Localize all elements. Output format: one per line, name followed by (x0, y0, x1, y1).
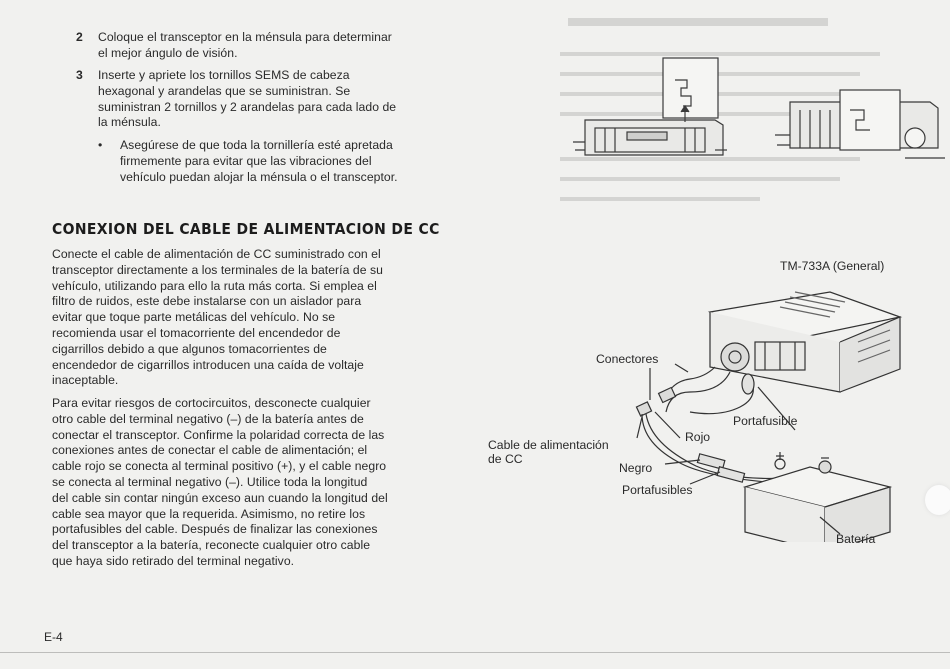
step-line: suministran 2 tornillos y 2 arandelas para cada lado de (98, 99, 397, 114)
paragraph-line: transceptor directamente a los terminales de la batería de su (52, 262, 383, 277)
bullet-dot: • (98, 138, 103, 152)
figure-label-red: Rojo (685, 430, 711, 444)
paragraph-safety (52, 396, 462, 570)
paragraph-line: inaceptable. (52, 373, 119, 388)
power-cable-diagram (580, 272, 920, 542)
paragraph-line: cigarrillos debido a que algunos tomacorrientes de (52, 341, 327, 356)
step-line: hexagonal y arandelas que se suministran. Se (98, 83, 351, 98)
figure-label-power-cable-dc: de CC (488, 452, 523, 466)
paragraph-line: que haya sido retirado del terminal negativo. (52, 553, 295, 568)
paragraph-line: otro cable del terminal negativo (–) de la batería antes de (52, 411, 364, 426)
step-text (98, 68, 396, 131)
footer-rule (0, 652, 950, 653)
figure-label-model: TM-733A (General) (780, 259, 885, 273)
bullet-line: firmemente para evitar que las vibraciones del (120, 153, 372, 168)
bullet-line: vehículo puedan alojar la ménsula o el transceptor. (120, 169, 398, 184)
paragraph-line: Para evitar riesgos de cortocircuitos, desconecte cualquier (52, 396, 371, 410)
step-line: Coloque el transceptor en la ménsula para determinar (98, 30, 392, 44)
paragraph-line: conexiones antes de conectar el cable de alimentación; el (52, 443, 368, 458)
paragraph-line: del transceptor a la batería, reconecte cualquier otro cable (52, 538, 371, 553)
page-number: E-4 (44, 630, 63, 644)
bullet-line: Asegúrese de que toda la tornillería esté apretada (120, 138, 393, 152)
figure-label-battery: Batería (836, 532, 876, 546)
bracket-mounting-illustration (565, 50, 945, 170)
figure-label-power-cable: Cable de alimentación (488, 438, 609, 452)
step-line: el mejor ángulo de visión. (98, 45, 238, 60)
paragraph-line: del cable sin contar ningún exceso aun cuando la longitud del (52, 490, 388, 505)
step-line: la ménsula. (98, 115, 161, 130)
paragraph-line: encendedor de cigarrillos introducen una caída de voltaje (52, 357, 364, 372)
paragraph-line: portafusibles del cable. Después de finalizar las conexiones (52, 522, 378, 537)
figure-label-fuse-holder: Portafusible (733, 414, 798, 428)
binder-hole (925, 485, 950, 515)
paragraph-line: conectar el transceptor. Confirme la polaridad correcta de las (52, 427, 385, 442)
paragraph-line: recomienda usar el tomacorriente del encendedor de (52, 325, 341, 340)
figure-label-fuse-holders: Portafusibles (622, 483, 693, 497)
paragraph-power-cable (52, 247, 462, 389)
step-number: 2 (76, 30, 83, 44)
paragraph-line: Conecte el cable de alimentación de CC suministrado con el (52, 247, 381, 261)
figure-label-connectors: Conectores (596, 352, 659, 366)
paragraph-line: cable rojo se conecta al terminal positivo (+), y el cable negro (52, 459, 387, 474)
bullet-text (120, 138, 398, 185)
step-text (98, 30, 392, 62)
step-line: Inserte y apriete los tornillos SEMS de cabeza (98, 68, 350, 82)
paragraph-line: evitar que toque parte metálicas del vehículo. No se (52, 310, 336, 325)
paragraph-line: vehículo, utilizando para ello la ruta más corta. Si emplea el (52, 278, 377, 293)
paragraph-line: se conecta al terminal negativo (–). Utilice toda la longitud (52, 474, 368, 489)
paragraph-line: filtro de ruidos, este debe instalarse con un aislador para (52, 294, 362, 309)
paragraph-line: cable sea mayor que la requerida. Asimismo, no retire los (52, 506, 366, 521)
step-number: 3 (76, 68, 83, 82)
figure-label-black: Negro (619, 461, 653, 475)
section-title: CONEXION DEL CABLE DE ALIMENTACION DE CC (52, 220, 440, 238)
